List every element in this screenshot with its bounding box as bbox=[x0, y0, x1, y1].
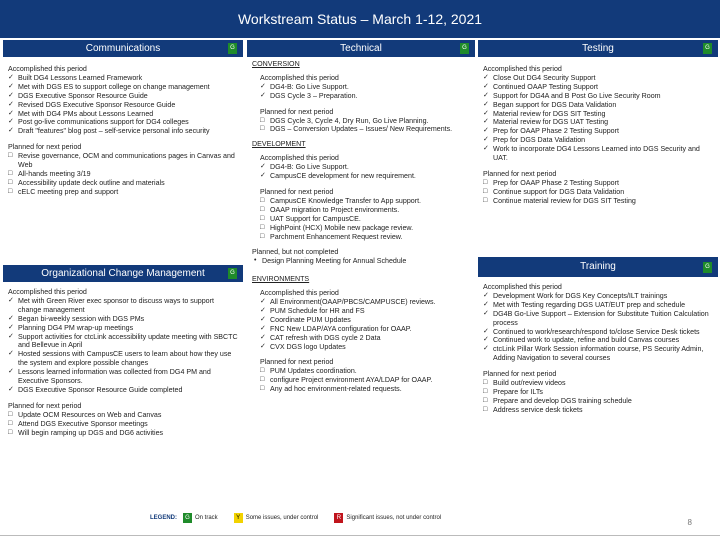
conversion-planned-list bbox=[260, 117, 470, 135]
communications-body bbox=[3, 57, 243, 265]
list-item: ✓ Began bi-weekly session with DGS PMs bbox=[8, 315, 238, 324]
list-item: ✓ CVX DGS logo Updates bbox=[260, 343, 470, 352]
list-item: ✓ Began support for DGS Data Validation bbox=[483, 101, 713, 110]
accomplished-label: Accomplished this period bbox=[8, 65, 87, 73]
list-item: ✓ Support activities for ctcLink accessibility update meeting with SBCTC and Bellevue in April bbox=[8, 333, 238, 351]
legend bbox=[150, 513, 451, 523]
list-item: ✓ Draft "features" blog post – self-service personal info security bbox=[8, 127, 238, 136]
list-item: ✓ Post go-live communications support for DG4 colleges bbox=[8, 118, 238, 127]
list-item: ✓ CAT refresh with DGS cycle 2 Data bbox=[260, 334, 470, 343]
divider bbox=[0, 535, 720, 536]
list-item: □ cELC meeting prep and support bbox=[8, 188, 238, 197]
legend-text-some-issues: Some issues, under control bbox=[245, 515, 319, 521]
page-number: 8 bbox=[687, 518, 692, 527]
list-item: □ OAAP migration to Project environments. bbox=[260, 206, 470, 215]
communications-header bbox=[3, 40, 243, 57]
list-item: ✓ Planning DG4 PM wrap-up meetings bbox=[8, 324, 238, 333]
list-item: ✓ DG4-B: Go Live Support. bbox=[260, 83, 470, 92]
list-item: □ Any ad hoc environment-related requests. bbox=[260, 385, 470, 394]
list-item: □ CampusCE Knowledge Transfer to App support. bbox=[260, 197, 470, 206]
not-completed-label: Planned, but not completed bbox=[252, 248, 339, 257]
list-item: □ Build out/review videos bbox=[483, 379, 713, 388]
legend-text-significant-issues: Significant issues, not under control bbox=[346, 515, 442, 521]
list-item: ✓ PUM Schedule for HR and FS bbox=[260, 307, 470, 316]
testing-accomplished-list bbox=[483, 74, 713, 163]
list-item: ✓ Lessons learned information was collected from DG4 PM and Executive Sponsors. bbox=[8, 368, 238, 386]
list-item: ✓ Work to incorporate DG4 Lessons Learned into DGS Security and UAT. bbox=[483, 145, 713, 163]
communications-column bbox=[3, 40, 243, 438]
ocm-accomplished-list bbox=[8, 297, 238, 395]
list-item: ✓ Met with Testing regarding DGS UAT/EUT prep and schedule bbox=[483, 301, 713, 310]
communications-planned-list bbox=[8, 152, 238, 197]
planned-label: Planned for next period bbox=[483, 169, 557, 178]
list-item: ✓ Material review for DGS UAT Testing bbox=[483, 118, 713, 127]
environments-planned-list bbox=[260, 367, 470, 394]
list-item: ✓ Met with DGS ES to support college on change management bbox=[8, 83, 238, 92]
list-item: • Design Planning Meeting for Annual Schedule bbox=[252, 257, 470, 266]
ocm-header-label: Organizational Change Management bbox=[41, 268, 205, 279]
list-item: □ Will begin ramping up DGS and DG6 activities bbox=[8, 429, 238, 438]
list-item: ✓ DGS Executive Sponsor Resource Guide bbox=[8, 92, 238, 101]
testing-planned-list bbox=[483, 179, 713, 206]
planned-label: Planned for next period bbox=[8, 143, 82, 152]
list-item: □ HighPoint (HCX) Mobile new package review. bbox=[260, 224, 470, 233]
status-badge: G bbox=[228, 43, 237, 54]
list-item: □ Address service desk tickets bbox=[483, 406, 713, 415]
list-item: ✓ Close Out DG4 Security Support bbox=[483, 74, 713, 83]
status-badge: G bbox=[228, 268, 237, 279]
testing-body bbox=[478, 57, 718, 257]
list-item: ✓ Hosted sessions with CampusCE users to learn about how they use the system and explore possible changes bbox=[8, 350, 238, 368]
ocm-header bbox=[3, 265, 243, 282]
list-item: □ Parchment Enhancement Request review. bbox=[260, 233, 470, 242]
list-item: □ All-hands meeting 3/19 bbox=[8, 170, 238, 179]
list-item: ✓ DGS Executive Sponsor Resource Guide completed bbox=[8, 386, 238, 395]
list-item: ✓ Built DG4 Lessons Learned Framework bbox=[8, 74, 238, 83]
environments-label: ENVIRONMENTS bbox=[252, 275, 310, 284]
list-item: □ configure Project environment AYA/LDAP for OAAP. bbox=[260, 376, 470, 385]
list-item: ✓ Material review for DGS SIT Testing bbox=[483, 110, 713, 119]
training-header bbox=[478, 257, 718, 277]
list-item: ✓ CampusCE development for new requirement. bbox=[260, 172, 470, 181]
status-badge: G bbox=[460, 43, 469, 54]
environments-accomplished-list bbox=[260, 298, 470, 351]
ocm-body bbox=[3, 282, 243, 438]
development-label: DEVELOPMENT bbox=[252, 140, 306, 149]
accomplished-label: Accomplished this period bbox=[260, 73, 339, 82]
list-item: ✓ All Environment(OAAP/PBCS/CAMPUSCE) reviews. bbox=[260, 298, 470, 307]
list-item: □ DGS Cycle 3, Cycle 4, Dry Run, Go Live Planning. bbox=[260, 117, 470, 126]
ocm-planned-list bbox=[8, 411, 238, 438]
list-item: ✓ Revised DGS Executive Sponsor Resource Guide bbox=[8, 101, 238, 110]
testing-column bbox=[478, 40, 718, 415]
list-item: □ Continue material review for DGS SIT Testing bbox=[483, 197, 713, 206]
training-accomplished-list bbox=[483, 292, 713, 363]
list-item: □ PUM Updates coordination. bbox=[260, 367, 470, 376]
list-item: ✓ Met with Green River exec sponsor to discuss ways to support change management bbox=[8, 297, 238, 315]
status-badge: G bbox=[703, 262, 712, 273]
list-item: □ Prepare for ILTs bbox=[483, 388, 713, 397]
accomplished-label: Accomplished this period bbox=[483, 283, 562, 291]
list-item: ✓ DGS Cycle 3 – Preparation. bbox=[260, 92, 470, 101]
legend-swatch-green: G bbox=[183, 513, 192, 523]
list-item: ✓ FNC New LDAP/AYA configuration for OAAP. bbox=[260, 325, 470, 334]
list-item: □ Attend DGS Executive Sponsor meetings bbox=[8, 420, 238, 429]
communications-accomplished-list bbox=[8, 74, 238, 136]
development-accomplished-list bbox=[260, 163, 470, 181]
list-item: ✓ DG4B Go-Live Support – Extension for Substitute Tuition Calculation process bbox=[483, 310, 713, 328]
list-item: □ Continue support for DGS Data Validation bbox=[483, 188, 713, 197]
legend-text-on-track: On track bbox=[195, 515, 218, 521]
communications-header-label: Communications bbox=[85, 43, 161, 54]
technical-column bbox=[247, 40, 475, 394]
list-item: ✓ DG4-B: Go Live Support. bbox=[260, 163, 470, 172]
not-completed-list bbox=[252, 257, 470, 266]
conversion-accomplished-list bbox=[260, 83, 470, 101]
planned-label: Planned for next period bbox=[260, 107, 334, 116]
list-item: □ UAT Support for CampusCE. bbox=[260, 215, 470, 224]
accomplished-label: Accomplished this period bbox=[483, 65, 562, 73]
technical-header bbox=[247, 40, 475, 57]
list-item: ✓ Prep for DGS Data Validation bbox=[483, 136, 713, 145]
legend-swatch-red: R bbox=[334, 513, 343, 523]
planned-label: Planned for next period bbox=[260, 358, 334, 367]
technical-body bbox=[247, 57, 475, 394]
accomplished-label: Accomplished this period bbox=[260, 289, 339, 298]
training-body bbox=[478, 277, 718, 415]
legend-label: LEGEND: bbox=[150, 515, 177, 521]
list-item: ✓ Continued OAAP Testing Support bbox=[483, 83, 713, 92]
list-item: ✓ Continued work to update, refine and build Canvas courses bbox=[483, 336, 713, 345]
list-item: ✓ Support for DG4A and B Post Go Live Security Room bbox=[483, 92, 713, 101]
development-planned-list bbox=[260, 197, 470, 242]
planned-label: Planned for next period bbox=[8, 401, 82, 410]
accomplished-label: Accomplished this period bbox=[8, 288, 87, 296]
list-item: □ Revise governance, OCM and communications pages in Canvas and Web bbox=[8, 152, 238, 170]
status-badge: G bbox=[703, 43, 712, 54]
legend-swatch-yellow: Y bbox=[234, 513, 243, 523]
list-item: □ Accessibility update deck outline and materials bbox=[8, 179, 238, 188]
testing-header-label: Testing bbox=[582, 43, 614, 54]
testing-header bbox=[478, 40, 718, 57]
list-item: □ Prepare and develop DGS training schedule bbox=[483, 397, 713, 406]
technical-header-label: Technical bbox=[340, 43, 382, 54]
list-item: □ DGS – Conversion Updates – Issues/ New Requirements. bbox=[260, 125, 470, 134]
list-item: ✓ ctcLink Pillar Work Session information course, PS Security Admin, Adding Navigation to several courses bbox=[483, 345, 713, 363]
list-item: ✓ Coordinate PUM Updates bbox=[260, 316, 470, 325]
planned-label: Planned for next period bbox=[483, 370, 557, 379]
page-title: Workstream Status – March 1-12, 2021 bbox=[0, 0, 720, 38]
training-planned-list bbox=[483, 379, 713, 415]
accomplished-label: Accomplished this period bbox=[260, 154, 339, 163]
list-item: ✓ Development Work for DGS Key Concepts/ILT trainings bbox=[483, 292, 713, 301]
planned-label: Planned for next period bbox=[260, 187, 334, 196]
list-item: ✓ Continued to work/research/respond to/close Service Desk tickets bbox=[483, 328, 713, 337]
list-item: □ Prep for OAAP Phase 2 Testing Support bbox=[483, 179, 713, 188]
list-item: ✓ Prep for OAAP Phase 2 Testing Support bbox=[483, 127, 713, 136]
list-item: ✓ Met with DG4 PMs about Lessons Learned bbox=[8, 110, 238, 119]
conversion-label: CONVERSION bbox=[252, 60, 300, 68]
list-item: □ Update OCM Resources on Web and Canvas bbox=[8, 411, 238, 420]
training-header-label: Training bbox=[580, 261, 616, 272]
